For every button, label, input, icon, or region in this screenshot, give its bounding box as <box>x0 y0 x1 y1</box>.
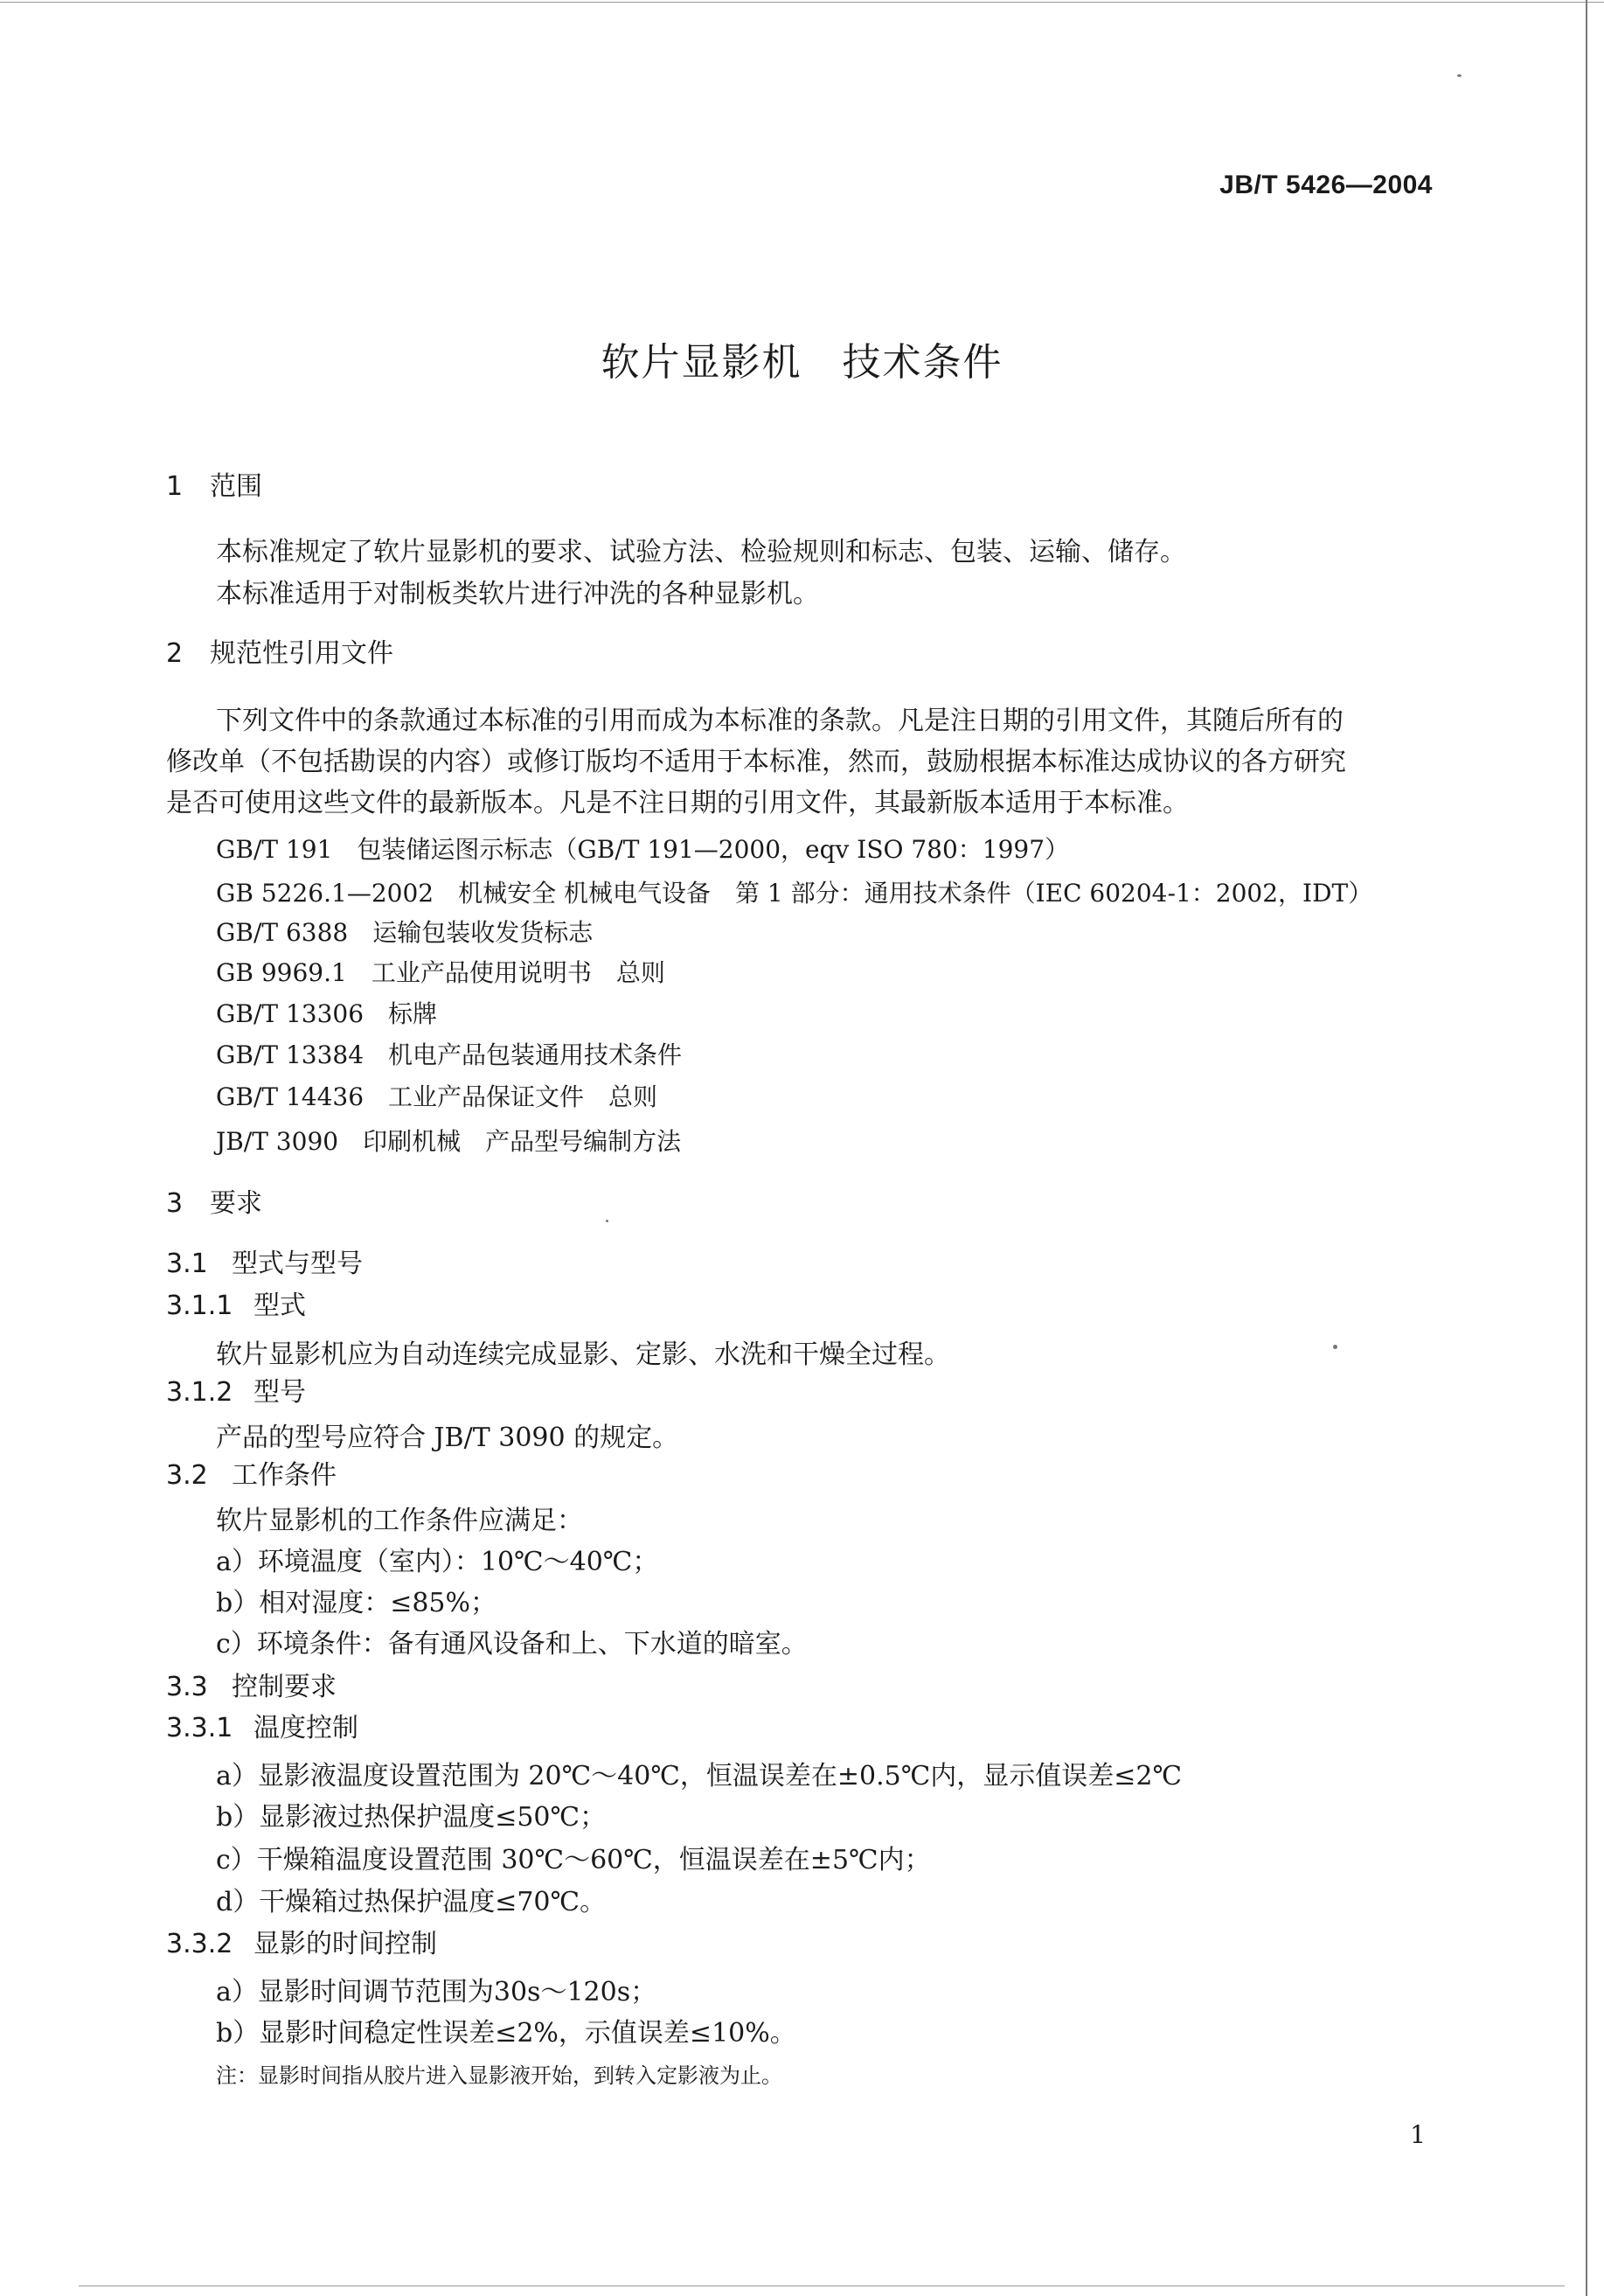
paragraph: 产品的型号应符合 JB/T 3090 的规定。 <box>216 1423 679 1453</box>
reference-item: GB/T 13384 机电产品包装通用技术条件 <box>216 1040 683 1069</box>
section-heading <box>166 637 393 671</box>
paragraph: 软片显影机的工作条件应满足： <box>216 1506 583 1536</box>
reference-item: JB/T 3090 印刷机械 产品型号编制方法 <box>216 1127 682 1156</box>
list-item: b）显影时间稳定性误差≤2%，示值误差≤10%。 <box>216 2018 796 2049</box>
list-item: d）干燥箱过热保护温度≤70℃。 <box>216 1887 607 1917</box>
paragraph: 本标准规定了软片显影机的要求、试验方法、检验规则和标志、包装、运输、储存。 <box>216 537 1186 567</box>
paragraph-line: 下列文件中的条款通过本标准的引用而成为本标准的条款。凡是注日期的引用文件，其随后所有的 <box>216 706 1344 736</box>
subsection-title: 型式 <box>253 1291 306 1321</box>
list-item: a）显影液温度设置范围为 20℃～40℃，恒温误差在±0.5℃内，显示值误差≤2℃ <box>216 1761 1183 1792</box>
reference-item: GB/T 6388 运输包装收发货标志 <box>216 918 594 947</box>
reference-item: GB/T 14436 工业产品保证文件 总则 <box>216 1082 658 1111</box>
scan-edge-line-top <box>0 2 1604 3</box>
subsection-title: 工作条件 <box>232 1460 337 1491</box>
subsection-heading <box>166 1375 306 1410</box>
list-item: a）显影时间调节范围为30s～120s； <box>216 1977 657 2007</box>
section-title: 要求 <box>210 1188 262 1219</box>
paragraph: 本标准适用于对制板类软片进行冲洗的各种显影机。 <box>216 579 819 609</box>
paragraph-line: 修改单（不包括勘误的内容）或修订版均不适用于本标准，然而，鼓励根据本标准达成协议的各方研究 <box>166 747 1346 777</box>
scan-speck <box>1457 74 1462 77</box>
subsection-title: 温度控制 <box>253 1713 358 1743</box>
subsection-heading <box>166 1711 358 1746</box>
note: 注：显影时间指从胶片进入显影液开始，到转入定影液为止。 <box>216 2063 782 2088</box>
subsection-number: 3.3.1 <box>166 1713 233 1743</box>
section-heading <box>166 470 262 504</box>
reference-item: GB/T 191 包装储运图示标志（GB/T 191—2000，eqv ISO 780：1997） <box>216 835 1070 864</box>
document-title: 软片显影机 技术条件 <box>601 340 1003 385</box>
subsection-title: 型式与型号 <box>232 1249 363 1279</box>
subsection-number: 3.1.2 <box>166 1377 233 1408</box>
list-item: a）环境温度（室内）：10℃～40℃； <box>216 1547 659 1577</box>
standard-number: JB/T 5426—2004 <box>1219 170 1433 199</box>
reference-item: GB 5226.1—2002 机械安全 机械电气设备 第 1 部分：通用技术条件（IEC 60204-1：2002，IDT） <box>216 879 1373 908</box>
subsection-number: 3.1 <box>166 1249 208 1279</box>
scan-speck <box>1333 1345 1337 1349</box>
subsection-title: 型号 <box>253 1377 306 1408</box>
list-item: b）相对湿度：≤85%； <box>216 1588 497 1618</box>
list-item: c）干燥箱温度设置范围 30℃～60℃，恒温误差在±5℃内； <box>216 1845 931 1875</box>
subsection-heading <box>166 1670 337 1705</box>
subsection-heading <box>166 1247 363 1282</box>
section-number: 3 <box>166 1188 184 1219</box>
list-item: b）显影液过热保护温度≤50℃； <box>216 1802 607 1833</box>
subsection-title: 控制要求 <box>232 1672 337 1702</box>
section-number: 2 <box>166 638 184 669</box>
reference-item: GB 9969.1 工业产品使用说明书 总则 <box>216 958 665 987</box>
section-title: 范围 <box>210 471 262 502</box>
paragraph: 软片显影机应为自动连续完成显影、定影、水洗和干燥全过程。 <box>216 1339 950 1370</box>
subsection-heading <box>166 1289 306 1324</box>
section-title: 规范性引用文件 <box>210 638 393 669</box>
list-item: c）环境条件：备有通风设备和上、下水道的暗室。 <box>216 1629 808 1659</box>
subsection-heading <box>166 1458 337 1493</box>
section-number: 1 <box>166 471 184 502</box>
reference-item: GB/T 13306 标牌 <box>216 999 438 1028</box>
section-heading <box>166 1186 262 1221</box>
paragraph-line: 是否可使用这些文件的最新版本。凡是不注日期的引用文件，其最新版本适用于本标准。 <box>166 788 1189 818</box>
scan-speck <box>606 1220 608 1222</box>
subsection-heading <box>166 1927 437 1962</box>
subsection-number: 3.1.1 <box>166 1291 233 1321</box>
page-number: 1 <box>1410 2120 1426 2149</box>
subsection-number: 3.3.2 <box>166 1929 233 1959</box>
subsection-number: 3.2 <box>166 1460 208 1491</box>
subsection-number: 3.3 <box>166 1672 208 1702</box>
subsection-title: 显影的时间控制 <box>253 1929 437 1959</box>
